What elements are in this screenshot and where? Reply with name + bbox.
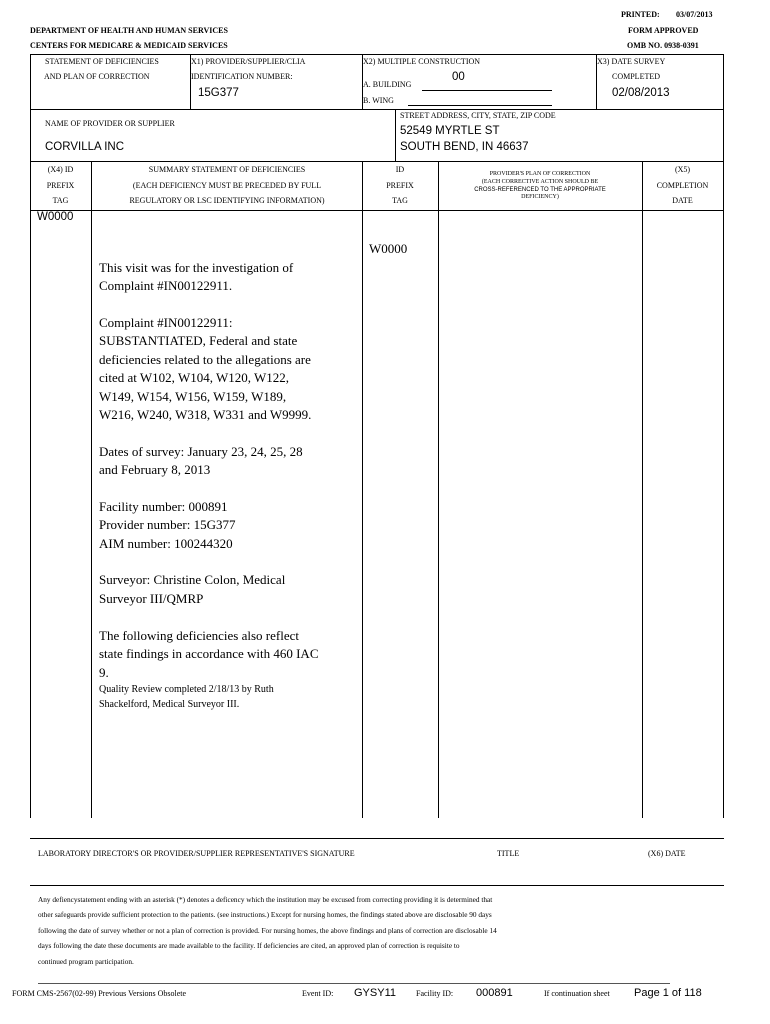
x1-line1: X1) PROVIDER/SUPPLIER/CLIA xyxy=(191,57,306,66)
x2-title: X2) MULTIPLE CONSTRUCTION xyxy=(363,57,481,66)
body-line: 9. xyxy=(99,665,109,680)
body-line: This visit was for the investigation of xyxy=(99,260,294,275)
signature-label: LABORATORY DIRECTOR'S OR PROVIDER/SUPPLIER REPRESENTATIVE'S SIGNATURE xyxy=(38,849,355,858)
wing-label: B. WING xyxy=(363,96,394,105)
x4-header-3: TAG xyxy=(52,196,69,205)
x4-header-2: PREFIX xyxy=(46,181,75,190)
department-title: DEPARTMENT OF HEALTH AND HUMAN SERVICES xyxy=(30,26,228,35)
body-line: Complaint #IN00122911. xyxy=(99,278,233,293)
x3-line1: X3) DATE SURVEY xyxy=(597,57,666,66)
continuation-label: If continuation sheet xyxy=(544,989,610,998)
printed-label: PRINTED: xyxy=(621,10,660,19)
footnote-line: other safeguards provide sufficient protection to the patients. (see instructions.) Except for nursing homes, the findings stated above are disclosable 90 days xyxy=(38,910,492,919)
building-value: 00 xyxy=(452,71,465,83)
summary-header-1: SUMMARY STATEMENT OF DEFICIENCIES xyxy=(148,165,306,174)
body-line: Complaint #IN00122911: xyxy=(99,315,233,330)
body-line: The following deficiencies also reflect xyxy=(99,628,299,643)
footnote-line: following the date of survey whether or not a plan of correction is provided. For nursing homes, the above findings and plans of correction are disclosable 14 xyxy=(38,926,497,935)
address-line2: SOUTH BEND, IN 46637 xyxy=(400,141,529,153)
footnote-line: Any defiencystatement ending with an asterisk (*) denotes a deficency which the institution may be excused from correcting providing it is determined that xyxy=(38,895,493,904)
signature-title-label: TITLE xyxy=(497,849,520,858)
body-line: state findings in accordance with 460 IAC xyxy=(99,646,319,661)
plan-header-1: PROVIDER'S PLAN OF CORRECTION xyxy=(489,171,591,177)
id-header-2: PREFIX xyxy=(386,181,414,190)
building-label: A. BUILDING xyxy=(363,80,412,89)
x5-header-1: (X5) xyxy=(674,165,691,174)
omb-number: OMB NO. 0938-0391 xyxy=(627,41,699,50)
address-line1: 52549 MYRTLE ST xyxy=(400,125,500,137)
body-line: W149, W154, W156, W159, W189, xyxy=(99,389,287,404)
statement-line2: AND PLAN OF CORRECTION xyxy=(44,72,150,81)
footnote-line: days following the date these documents are made available to the facility. If deficiencies are cited, an approved plan of correction is requisite to xyxy=(38,941,460,950)
signature-date-label: (X6) DATE xyxy=(648,849,686,858)
right-tag: W0000 xyxy=(369,241,408,256)
provider-name-value: CORVILLA INC xyxy=(45,141,125,153)
x3-line2: COMPLETED xyxy=(612,72,660,81)
survey-completed-date: 02/08/2013 xyxy=(612,87,670,99)
x4-header-1: (X4) ID xyxy=(47,165,74,174)
body-line: AIM number: 100244320 xyxy=(99,536,233,551)
page-number: Page 1 of 118 xyxy=(634,987,702,999)
body-line: SUBSTANTIATED, Federal and state xyxy=(99,333,298,348)
body-line: Surveyor: Christine Colon, Medical xyxy=(99,572,286,587)
plan-header-2: (EACH CORRECTIVE ACTION SHOULD BE xyxy=(481,179,599,185)
body-line: and February 8, 2013 xyxy=(99,462,211,477)
body-line: Shackelford, Medical Surveyor III. xyxy=(99,699,240,710)
facility-id-value: 000891 xyxy=(476,987,513,999)
form-number: FORM CMS-2567(02-99) Previous Versions Obsolete xyxy=(12,989,187,998)
body-line: Dates of survey: January 23, 24, 25, 28 xyxy=(99,444,303,459)
body-line: cited at W102, W104, W120, W122, xyxy=(99,370,290,385)
plan-header-3: CROSS-REFERENCED TO THE APPROPRIATE xyxy=(474,187,606,193)
address-label: STREET ADDRESS, CITY, STATE, ZIP CODE xyxy=(400,111,556,120)
body-line: Facility number: 000891 xyxy=(99,499,228,514)
footnote-line: continued program participation. xyxy=(38,957,134,966)
form-approved: FORM APPROVED xyxy=(628,26,699,35)
body-line: Quality Review completed 2/18/13 by Ruth xyxy=(99,684,274,695)
id-header-1: ID xyxy=(395,165,405,174)
id-header-3: TAG xyxy=(392,196,408,205)
x1-line2: IDENTIFICATION NUMBER: xyxy=(191,72,293,81)
provider-id-value: 15G377 xyxy=(198,87,239,99)
plan-header-4: DEFICIENCY) xyxy=(521,194,559,200)
body-line: Surveyor III/QMRP xyxy=(99,591,204,606)
centers-title: CENTERS FOR MEDICARE & MEDICAID SERVICES xyxy=(30,41,228,50)
x5-header-3: DATE xyxy=(672,196,693,205)
body-line: Provider number: 15G377 xyxy=(99,517,236,532)
x5-header-2: COMPLETION xyxy=(656,181,709,190)
body-line: W216, W240, W318, W331 and W9999. xyxy=(99,407,312,422)
body-line: deficiencies related to the allegations are xyxy=(99,352,311,367)
printed-date: 03/07/2013 xyxy=(676,10,713,19)
facility-id-label: Facility ID: xyxy=(416,989,454,998)
event-id-label: Event ID: xyxy=(302,989,334,998)
summary-header-2: (EACH DEFICIENCY MUST BE PRECEDED BY FULL xyxy=(132,181,322,190)
summary-header-3: REGULATORY OR LSC IDENTIFYING INFORMATION) xyxy=(129,196,325,205)
left-tag: W0000 xyxy=(37,211,74,223)
provider-name-label: NAME OF PROVIDER OR SUPPLIER xyxy=(45,119,175,128)
event-id-value: GYSY11 xyxy=(354,987,396,999)
statement-line1: STATEMENT OF DEFICIENCIES xyxy=(45,57,159,66)
